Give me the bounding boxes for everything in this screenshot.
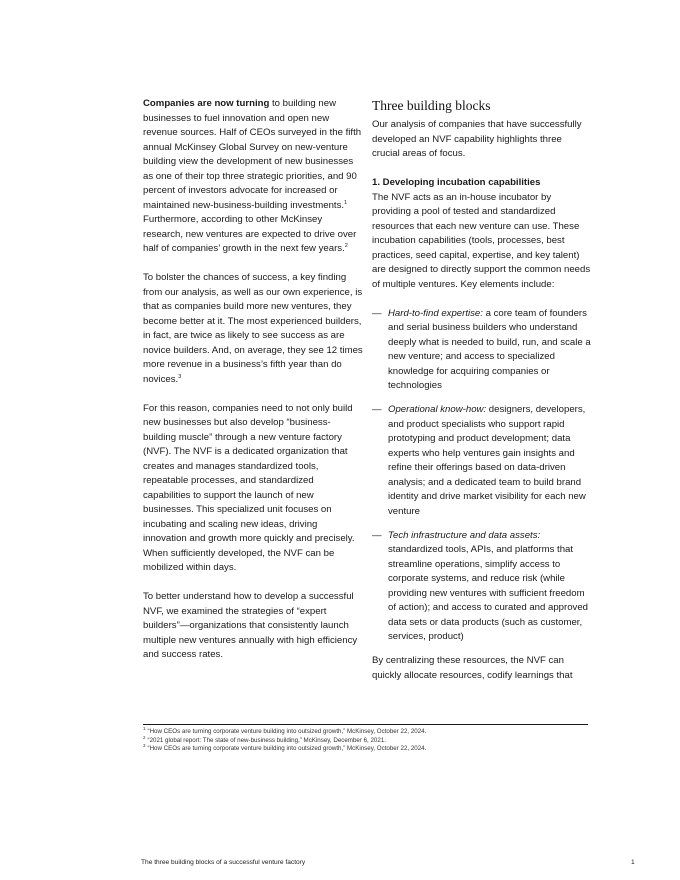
footnote-divider: [143, 724, 588, 725]
right-column: [372, 97, 592, 698]
page-number: 1: [631, 859, 635, 866]
paragraph-nvf-definition: For this reason, companies need to not only build new businesses but also develop “business-building muscle” through a new venture factory (NVF). The NVF is a dedicated organization that creates and manages standardized tools, repeatable processes, and standardized capabilities to support the launch of new businesses. This specialized unit focuses on incubating and scaling new ideas, driving innovation and growth more quickly and precisely. When sufficiently developed, the NVF can be mobilized within days.: [143, 402, 355, 573]
dash-bullet: —: [372, 307, 382, 319]
footnote-text: “How CEOs are turning corporate venture building into outsized growth,” McKinsey, October 22, 2024.: [147, 745, 427, 753]
footnote-number: 1: [143, 725, 146, 731]
left-column: [143, 97, 363, 677]
bullet-term: Hard-to-find expertise:: [388, 307, 483, 319]
paragraph-success-finding: [143, 271, 363, 387]
footnote: [143, 725, 588, 737]
bullet-text: a core team of founders and serial business builders who understand deeply what is needed to build, run, and scale a new venture; and access to specialized knowledge for acquiring companies or technologies: [388, 307, 591, 391]
bullet-term: Tech infrastructure and data assets:: [388, 529, 541, 541]
footnote-number: 3: [143, 743, 146, 749]
paragraph-text: To bolster the chances of success, a key finding from our analysis, as well as our own experience, is that as companies build more new ventures, they become better at it. The most experienced builders, in fact, are twice as likely to see success as are novice builders. And, on average, they see 12 times more revenue in a business’s fifth year than do novices.: [143, 272, 363, 385]
list-item: [372, 403, 592, 519]
footnote-text: “2021 global report: The state of new-business building,” McKinsey, December 6, 2021.: [147, 736, 386, 744]
footnote-ref: 2: [344, 242, 348, 249]
paragraph-expert-builders: To better understand how to develop a successful NVF, we examined the strategies of “expert builders”—organizations that consistently launch multiple new ventures annually with high efficiency and success rates.: [143, 591, 358, 660]
footnote-ref: 1: [344, 199, 348, 206]
document-footer-title: The three building blocks of a successful venture factory: [141, 859, 306, 866]
list-item: [372, 307, 592, 394]
dash-bullet: —: [372, 404, 382, 415]
dash-bullet: —: [372, 529, 382, 541]
lead-in-text: Companies are now turning: [143, 98, 270, 109]
section-heading: Three building blocks: [372, 98, 491, 113]
paragraph-text: to building new businesses to fuel innovation and open new revenue sources. Half of CEOs surveyed in the fifth annual McKinsey Global Survey on new-venture building view the development of new businesses as one of their top three strategic priorities, and 90 percent of investors advocate for increased or maintained new-business-building investments.: [143, 98, 362, 211]
footnote-text: “How CEOs are turning corporate venture building into outsized growth,” McKinsey, October 22, 2024.: [147, 728, 427, 735]
list-item: [372, 529, 592, 645]
subsection-body: The NVF acts as an in-house incubator by providing a pool of tested and standardized resources that each new venture can use. These incubation capabilities (tools, processes, best practices, seed capital, expertise, and key talent) are designed to directly support the common needs of multiple ventures. Key elements include:: [372, 191, 591, 290]
bullet-text: standardized tools, APIs, and platforms that streamline operations, simplify access to corporate systems, and reduce risk (while providing new ventures with sufficient freedom of action); and access to curated and approved data sets or data products (such as customer, services, product): [388, 544, 588, 642]
paragraph-intro: [143, 97, 363, 257]
footnote-ref: 3: [178, 373, 182, 380]
section-intro: Our analysis of companies that have successfully developed an NVF capability highlights three crucial areas of focus.: [372, 119, 582, 159]
footnote: [143, 745, 588, 754]
footnote-number: 2: [143, 734, 146, 740]
subsection-heading: 1. Developing incubation capabilities: [372, 177, 541, 188]
footnotes: [143, 725, 588, 754]
closing-paragraph: By centralizing these resources, the NVF can quickly allocate resources, codify learnings that: [372, 655, 573, 681]
key-elements-list: [372, 307, 592, 645]
bullet-text: designers, developers, and product specialists who support rapid prototyping and product development; data experts who help ventures gain insights and refine their offerings based on data-driven analysis; and a dedicated team to build brand identity and drive market visibility for each new venture: [388, 404, 586, 517]
paragraph-text: Furthermore, according to other McKinsey research, new ventures are expected to drive over half of companies’ growth in the next few years.: [143, 214, 357, 254]
bullet-term: Operational know-how:: [388, 404, 487, 415]
